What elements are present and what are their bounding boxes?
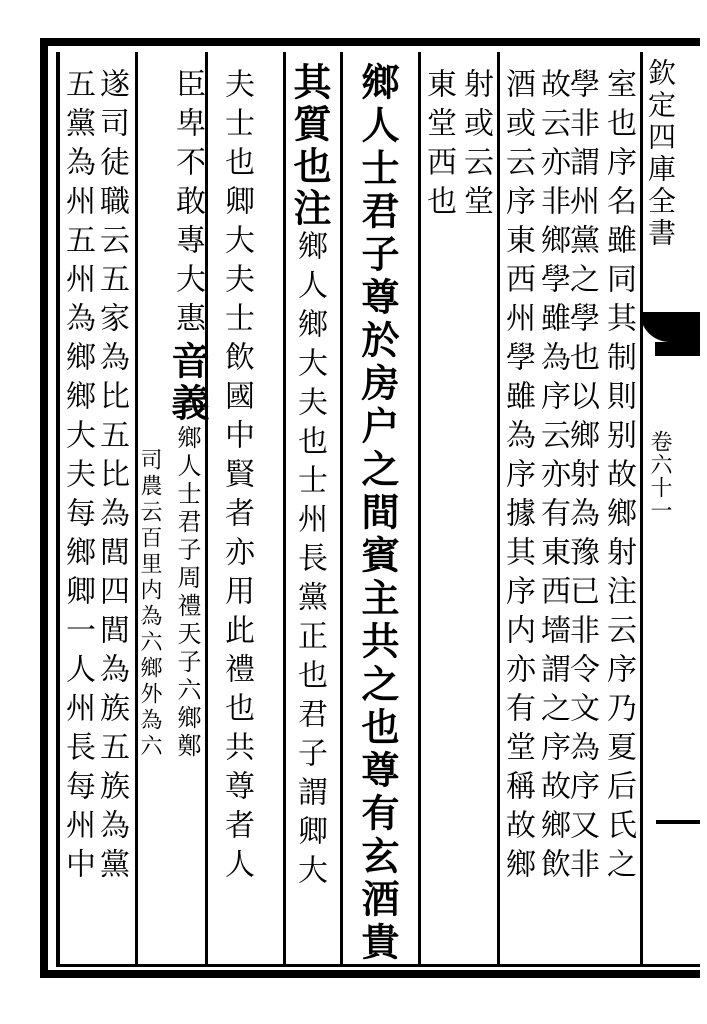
- text-column-1: 室也序名雖同其制則别故鄉射注云序乃夏后氏之: [601, 68, 636, 887]
- text-column-11: 司農云百里内為六鄉外為六: [137, 448, 162, 760]
- text-column-5: 射或云堂: [458, 68, 493, 224]
- text-column-6: 東堂西也: [421, 68, 456, 224]
- column-rule: [340, 52, 343, 966]
- main-text-segment: 其質也注: [287, 62, 332, 230]
- volume-number: 卷六十一: [647, 430, 672, 522]
- commentary-segment: 臣卑不敢專大惠: [170, 68, 205, 341]
- text-column-12: 遂司徒職云五家為比五比為閭四閭為族五族為黨: [94, 68, 129, 887]
- book-title: 欽定四庫全書: [644, 58, 677, 250]
- text-column-13: 五黨為州五州為鄉鄉大夫每鄉卿一人州長每州中: [60, 68, 95, 887]
- fish-tail-ornament-bar: [655, 342, 700, 356]
- text-column-9: 夫士也卿大夫士飲國中賢者亦用此禮也共尊者人: [219, 68, 254, 887]
- text-column-8: [287, 62, 332, 893]
- text-column-7: 鄉人士君子尊於房户之間賓主共之也尊有玄酒貴: [355, 62, 400, 965]
- commentary-segment: 鄉人鄉大夫也士州長黨正也君子謂卿大: [292, 230, 327, 893]
- text-column-10: [165, 68, 210, 761]
- text-column-2: 學非謂州黨之學也以鄉射為豫已非令文為序又非: [564, 68, 599, 887]
- column-rule: [640, 52, 643, 966]
- heading-separator: [656, 820, 700, 824]
- column-rule: [283, 52, 286, 966]
- commentary-segment: 鄉人士君子周禮天子六鄉鄭: [173, 425, 201, 761]
- yinyi-marker: 音義: [165, 341, 210, 425]
- text-column-4: 酒或云序東西州學雖為序據其序内亦有堂稱故鄉: [500, 68, 535, 887]
- text-column-3: 故云亦非鄉學雖為序云亦有東西墻謂之序故鄉飲: [535, 68, 570, 887]
